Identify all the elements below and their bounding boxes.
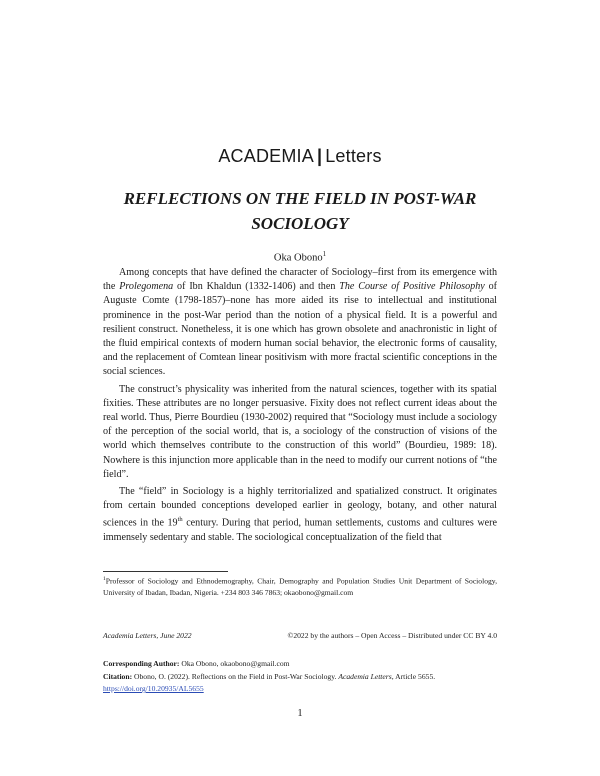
citation-article: , Article 5655. xyxy=(391,671,436,681)
paragraph-1-text-c: of Ibn Khaldun (1332-1406) and then xyxy=(173,281,340,293)
page-number: 1 xyxy=(297,708,303,719)
paragraph-1-text-e: of Auguste Comte (1798-1857)–none has more aided its rise to intellectual and institutional prominence in the post-War period than the notion of a physical field. It is a powerful and resilient construct. Nonetheless, it is one which has grown obsolete and anachronistic in light of the fluid empirical contexts of modern human social behavior, the electronic forms of causality, and the replacement of Comtean linear positivism with more fractal scientific conceptions in the social sciences. xyxy=(103,281,497,378)
footnote-text: Professor of Sociology and Ethnodemography, Chair, Demography and Population Studies Unit Department of Sociology, University of Ibadan, Ibadan, Nigeria. +234 803 346 7863; okaobono@gmail.com xyxy=(103,576,497,598)
journal-brand xyxy=(0,146,600,167)
citation-label: Citation: xyxy=(103,671,133,681)
paragraph-3-text-a: The “field” in Sociology is a highly territorialized and spatialized construct. It originates from certain bounded conceptions developed earlier in geology, botany, and other natural sciences in the 19 xyxy=(103,486,497,529)
author-name: Oka Obono xyxy=(273,252,323,264)
footnote xyxy=(103,574,497,599)
positive-philosophy-title: The Course of Positive Philosophy xyxy=(339,281,485,293)
brand-section: Letters xyxy=(325,146,382,166)
footer-journal-date: Academia Letters, June 2022 xyxy=(103,631,192,640)
paragraph-3 xyxy=(103,485,497,545)
citation-text: Obono, O. (2022). Reflections on the Field in Post-War Sociology. xyxy=(132,671,339,681)
footer-license: ©2022 by the authors – Open Access – Distributed under CC BY 4.0 xyxy=(287,631,497,640)
brand-name: ACADEMIA xyxy=(218,146,314,166)
paragraph-2: The construct’s physicality was inherited from the natural sciences, together with its spatial fixities. These attributes are no longer persuasive. Fixity does not reflect current ideas about the real world. Thus, Pierre Bourdieu (1930-2002) required that “Sociology must include a sociology of the perception of the social world, that is, a sociology of the construction of visions of the world which themselves contribute to the construction of this world” (Bourdieu, 1989: 18). Nowhere is this injunction more applicable than in the need to modify our current notions of “the field”. xyxy=(103,383,497,480)
paragraph-1 xyxy=(103,266,497,380)
author-footnote-mark: 1 xyxy=(322,250,327,258)
doi-link[interactable]: https://doi.org/10.20935/AL5655 xyxy=(103,684,204,693)
ordinal-superscript: th xyxy=(177,516,183,524)
citation-block xyxy=(103,658,497,696)
article-body xyxy=(103,266,497,548)
paragraph-3-text-b: century. During that period, human settlements, customs and cultures were immensely sedentary and stable. The sociological conceptualization of the field that xyxy=(103,517,497,544)
author-line xyxy=(0,250,600,264)
paragraph-1-text-a: Among concepts that have defined the character of Sociology–first from its emergence with the xyxy=(103,267,497,293)
article-title: REFLECTIONS ON THE FIELD IN POST-WAR SOCIOLOGY xyxy=(123,189,477,233)
corresponding-author-line xyxy=(103,658,497,671)
footnote-divider xyxy=(103,571,228,572)
citation-journal: Academia Letters xyxy=(338,671,392,681)
citation-line xyxy=(103,671,497,684)
corresponding-author-label: Corresponding Author: xyxy=(103,659,180,668)
brand-separator: | xyxy=(316,146,323,166)
corresponding-author-value: Oka Obono, okaobono@gmail.com xyxy=(179,659,290,668)
footnote-mark: 1 xyxy=(103,576,106,582)
prolegomena-title: Prolegomena xyxy=(119,281,174,293)
